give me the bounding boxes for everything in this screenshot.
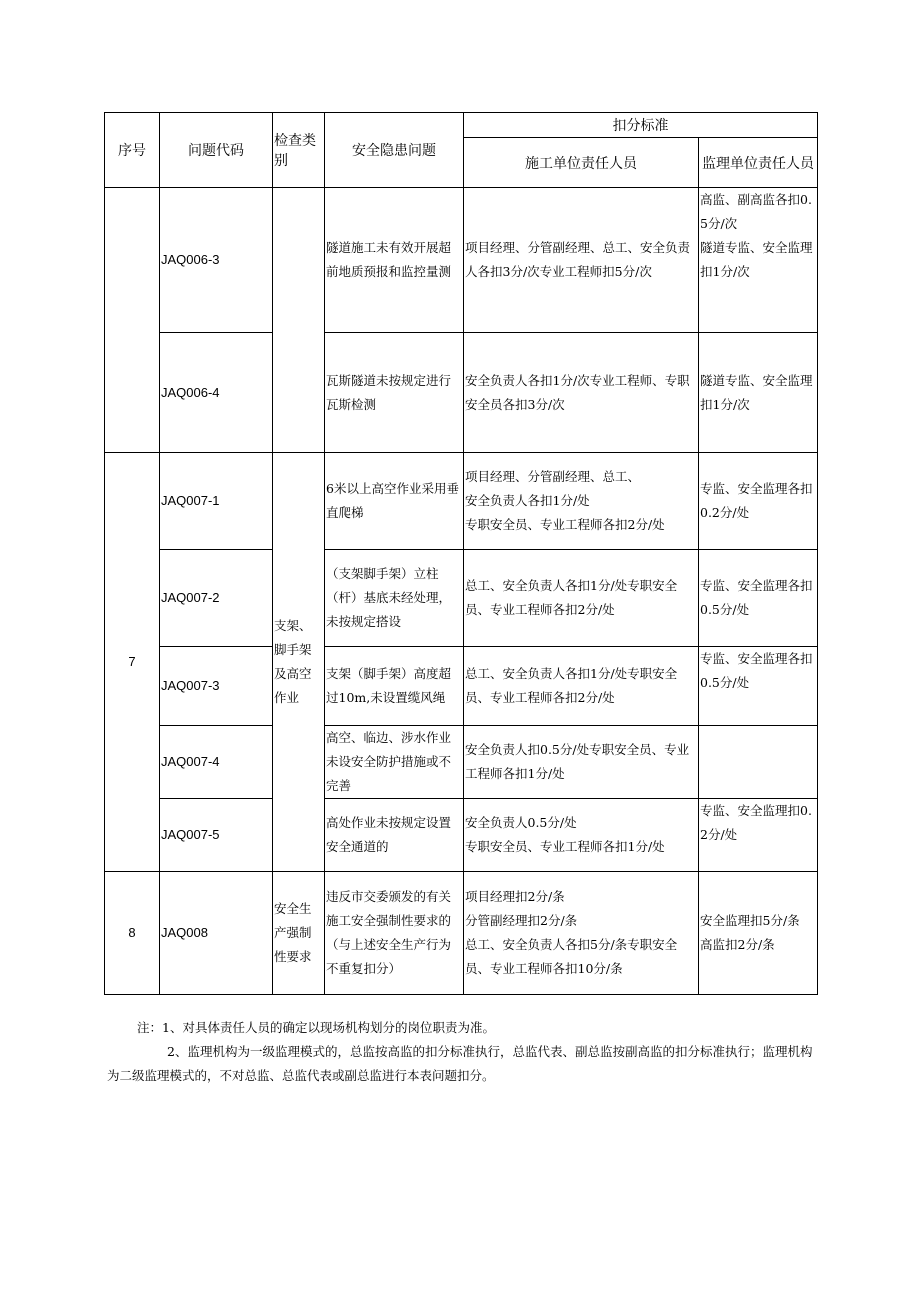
header-seq: 序号	[105, 113, 160, 188]
notes	[107, 1016, 817, 1088]
hazard-cell: 违反市交委颁发的有关施工安全强制性要求的（与上述安全生产行为不重复扣分）	[325, 872, 464, 995]
construction-cell: 总工、安全负责人各扣1分/处专职安全员、专业工程师各扣2分/处	[464, 647, 699, 726]
supervision-cell: 专监、安全监理各扣0.2分/处	[699, 453, 818, 550]
table-row	[105, 872, 818, 995]
code-cell: JAQ007-1	[160, 453, 273, 550]
table-row	[105, 726, 818, 799]
seq-cell-empty	[105, 188, 160, 453]
table-row	[105, 550, 818, 647]
table-row	[105, 799, 818, 872]
note-2: 2、监理机构为一级监理模式的，总监按高监的扣分标准执行，总监代表、副总监按副高监的扣分标准执行；监理机构为二级监理模式的，不对总监、总监代表或副总监进行本表问题扣分。	[107, 1044, 813, 1083]
note-1: 注：1、对具体责任人员的确定以现场机构划分的岗位职责为准。	[137, 1020, 495, 1035]
supervision-cell: 隧道专监、安全监理扣1分/次	[699, 333, 818, 453]
hazard-cell: （支架脚手架）立柱（杆）基底未经处理，未按规定搭设	[325, 550, 464, 647]
hazard-cell: 高空、临边、涉水作业未设安全防护措施或不完善	[325, 726, 464, 799]
supervision-cell: 高监、副高监各扣0.5分/次 隧道专监、安全监理扣1分/次	[699, 188, 818, 333]
table-row	[105, 333, 818, 453]
deduction-table	[104, 112, 818, 995]
construction-cell: 项目经理、分管副经理、总工、 安全负责人各扣1分/处 专职安全员、专业工程师各扣2分/处	[464, 453, 699, 550]
construction-cell: 安全负责人0.5分/处 专职安全员、专业工程师各扣1分/处	[464, 799, 699, 872]
supervision-cell: 安全监理扣5分/条 高监扣2分/条	[699, 872, 818, 995]
category-cell: 安全生产强制性要求	[273, 872, 325, 995]
supervision-cell: 专监、安全监理各扣0.5分/处	[699, 647, 818, 726]
code-cell: JAQ007-2	[160, 550, 273, 647]
table-row	[105, 453, 818, 550]
construction-cell: 安全负责人各扣1分/次专业工程师、专职安全员各扣3分/次	[464, 333, 699, 453]
code-cell: JAQ006-4	[160, 333, 273, 453]
construction-cell: 项目经理扣2分/条 分管副经理扣2分/条 总工、安全负责人各扣5分/条专职安全员、专业工程师各扣10分/条	[464, 872, 699, 995]
supervision-cell: 专监、安全监理各扣0.5分/处	[699, 550, 818, 647]
code-cell: JAQ007-4	[160, 726, 273, 799]
seq-cell: 7	[105, 453, 160, 872]
supervision-cell	[699, 726, 818, 799]
seq-cell: 8	[105, 872, 160, 995]
hazard-cell: 高处作业未按规定设置安全通道的	[325, 799, 464, 872]
table-row	[105, 647, 818, 726]
hazard-cell: 瓦斯隧道未按规定进行瓦斯检测	[325, 333, 464, 453]
table-row	[105, 188, 818, 333]
category-cell: 支架、脚手架及高空作业	[273, 453, 325, 872]
code-cell: JAQ007-3	[160, 647, 273, 726]
hazard-cell: 6米以上高空作业采用垂直爬梯	[325, 453, 464, 550]
supervision-cell: 专监、安全监理扣0.2分/处	[699, 799, 818, 872]
header-supervision: 监理单位责任人员	[699, 138, 818, 188]
code-cell: JAQ006-3	[160, 188, 273, 333]
code-cell: JAQ008	[160, 872, 273, 995]
hazard-cell: 隧道施工未有效开展超前地质预报和监控量测	[325, 188, 464, 333]
construction-cell: 项目经理、分管副经理、总工、安全负责人各扣3分/次专业工程师扣5分/次	[464, 188, 699, 333]
header-construction: 施工单位责任人员	[464, 138, 699, 188]
construction-cell: 总工、安全负责人各扣1分/处专职安全员、专业工程师各扣2分/处	[464, 550, 699, 647]
code-cell: JAQ007-5	[160, 799, 273, 872]
hazard-cell: 支架（脚手架）高度超过10m,未设置缆风绳	[325, 647, 464, 726]
construction-cell: 安全负责人扣0.5分/处专职安全员、专业工程师各扣1分/处	[464, 726, 699, 799]
header-category: 检查类别	[273, 113, 325, 188]
category-cell-empty	[273, 188, 325, 453]
header-code: 问题代码	[160, 113, 273, 188]
header-hazard: 安全隐患问题	[325, 113, 464, 188]
header-deduction: 扣分标准	[464, 113, 818, 138]
